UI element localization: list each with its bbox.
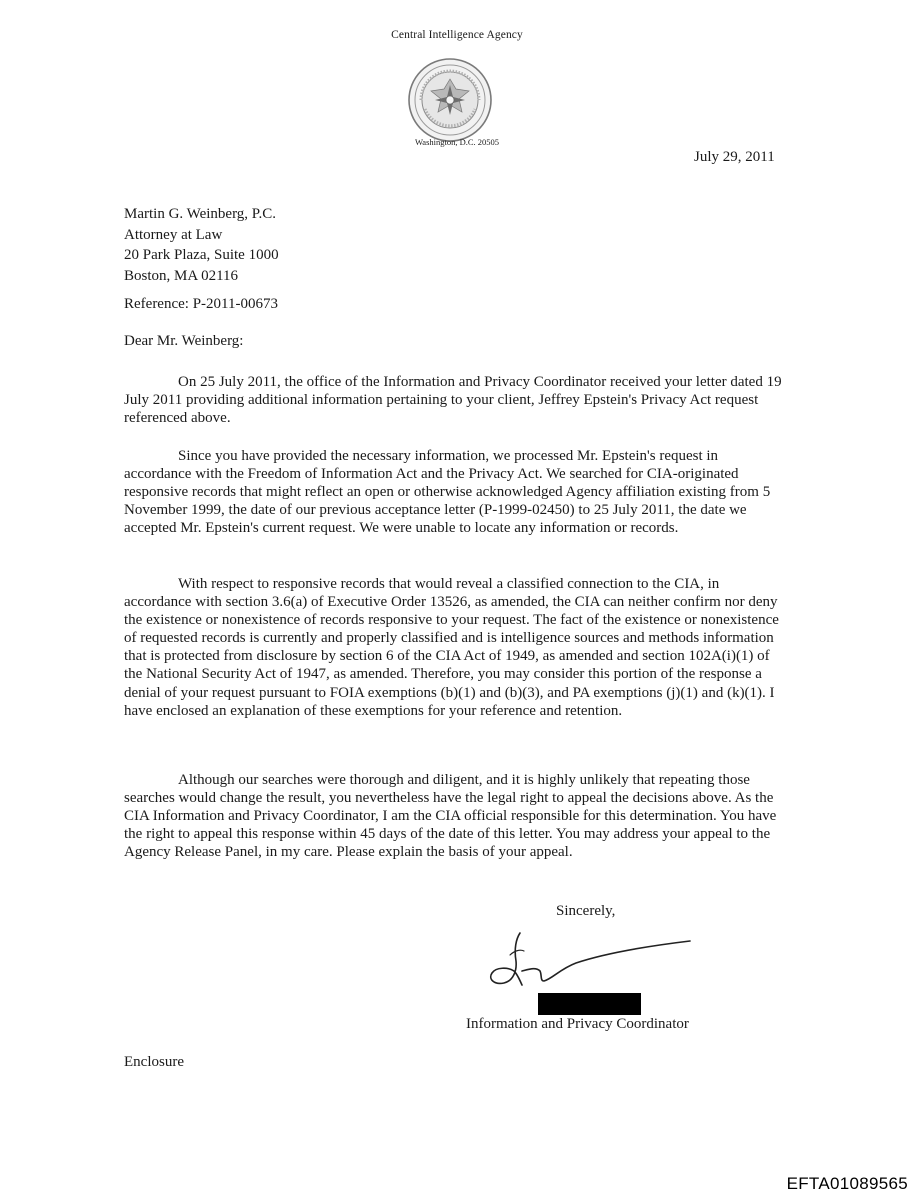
recipient-line: Boston, MA 02116 bbox=[124, 267, 239, 284]
recipient-line: Martin G. Weinberg, P.C. bbox=[124, 206, 276, 222]
signer-title: Information and Privacy Coordinator bbox=[466, 1016, 689, 1032]
recipient-line: 20 Park Plaza, Suite 1000 bbox=[124, 247, 279, 263]
handwritten-signature bbox=[480, 925, 695, 995]
salutation: Dear Mr. Weinberg: bbox=[124, 333, 244, 349]
closing-sincerely: Sincerely, bbox=[556, 903, 616, 919]
reference-number: Reference: P-2011-00673 bbox=[124, 296, 278, 312]
agency-name: Central Intelligence Agency bbox=[391, 29, 523, 41]
body-paragraph: On 25 July 2011, the office of the Information and Privacy Coordinator received your letter dated 19 July 2011 providing additional information pertaining to your client, Jeffrey Epstein's Privacy Act request referenced above. bbox=[124, 374, 782, 427]
redaction-bar bbox=[538, 993, 641, 1015]
agency-address: Washington, D.C. 20505 bbox=[414, 137, 500, 147]
body-paragraph: Although our searches were thorough and diligent, and it is highly unlikely that repeating those searches would change the result, you nevertheless have the legal right to appeal the decisions above. As the CIA Information and Privacy Coordinator, I am the CIA official responsible for this determination. You have the right to appeal this response within 45 days of the date of this letter. You may address your appeal to the Agency Release Panel, in my care. Please explain the basis of your appeal. bbox=[124, 772, 777, 861]
enclosure-note: Enclosure bbox=[124, 1054, 184, 1070]
letter-date: July 29, 2011 bbox=[694, 149, 775, 165]
body-paragraph: Since you have provided the necessary information, we processed Mr. Epstein's request in accordance with the Freedom of Information Act and the Privacy Act. We searched for CIA-originated responsive records that might reflect an open or otherwise acknowledged Agency affiliation existing from 5 November 1999, the date of our previous acceptance letter (P-1999-02450) to 25 July 2011, the date we accepted Mr. Epstein's current request. We were unable to locate any information or records. bbox=[124, 448, 771, 537]
bates-number: EFTA01089565 bbox=[786, 1174, 908, 1193]
recipient-line: Attorney at Law bbox=[124, 226, 223, 243]
body-paragraph: With respect to responsive records that would reveal a classified connection to the CIA, in accordance with section 3.6(a) of Executive Order 13526, as amended, the CIA can neither confirm nor deny the existence or nonexistence of records responsive to your request. The fact of the existence or nonexistence of requested records is currently and properly classified and is intelligence sources and methods information that is protected from disclosure by section 6 of the CIA Act of 1949, as amended and section 102A(i)(1) of the National Security Act of 1947, as amended. Therefore, you may consider this portion of the response a denial of your request pursuant to FOIA exemptions (b)(1) and (b)(3), and PA exemptions (j)(1) and (k)(1). I have enclosed an explanation of these exemptions for your reference and retention. bbox=[124, 576, 779, 719]
recipient-address bbox=[124, 204, 279, 286]
cia-seal-icon bbox=[407, 57, 493, 143]
